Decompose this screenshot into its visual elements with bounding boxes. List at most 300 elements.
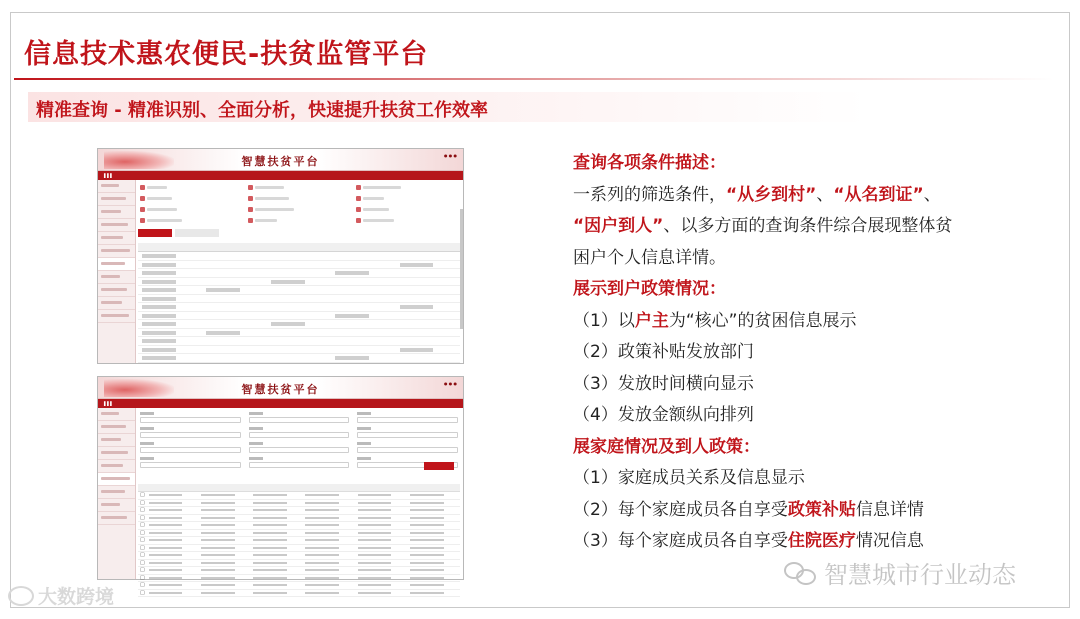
table-cell xyxy=(199,592,251,594)
cell-value xyxy=(149,584,183,586)
table-cell xyxy=(396,312,460,320)
app-banner xyxy=(98,377,463,399)
info-field xyxy=(140,195,242,201)
table-cell xyxy=(199,584,251,586)
cell-value xyxy=(142,297,176,301)
col-header xyxy=(396,243,460,251)
search-button[interactable] xyxy=(424,462,454,470)
table-cell xyxy=(202,261,266,269)
query-field-input[interactable] xyxy=(249,462,350,468)
table-cell xyxy=(202,346,266,354)
table-cell xyxy=(408,554,460,556)
cell-value xyxy=(201,517,235,519)
table-cell xyxy=(408,502,460,504)
table-row[interactable] xyxy=(138,590,460,598)
subsidy-table-body xyxy=(138,252,460,363)
query-field-input[interactable] xyxy=(140,432,241,438)
query-field[interactable] xyxy=(140,412,241,423)
query-field-label xyxy=(357,442,371,445)
field-icon xyxy=(356,185,361,190)
row-checkbox[interactable]: □ xyxy=(140,544,145,551)
sidebar-item-label xyxy=(101,451,128,454)
cell-value xyxy=(358,592,392,594)
cell-value xyxy=(201,494,235,496)
field-icon xyxy=(356,207,361,212)
table-cell xyxy=(251,502,303,504)
table-cell xyxy=(303,584,355,586)
body-text: （3）发放时间横向显示 xyxy=(573,373,754,394)
app-topnav xyxy=(98,171,463,180)
table-row[interactable] xyxy=(138,582,460,590)
field-value xyxy=(363,197,384,200)
field-icon xyxy=(356,218,361,223)
table-row[interactable] xyxy=(138,492,460,500)
highlight-text: 住院医疗 xyxy=(787,531,856,551)
field-icon xyxy=(140,207,145,212)
field-icon xyxy=(356,196,361,201)
slide-subtitle: 精准查询 - 精准识别、全面分析，快速提升扶贫工作效率 xyxy=(36,100,489,121)
cell-value xyxy=(358,494,392,496)
col-header xyxy=(138,484,192,491)
sidebar-item[interactable] xyxy=(98,219,135,232)
cell-value xyxy=(271,322,305,326)
cell-value xyxy=(149,577,183,579)
cell-value xyxy=(201,547,235,549)
cell-value xyxy=(305,494,339,496)
table-cell xyxy=(396,303,460,311)
field-icon xyxy=(140,196,145,201)
field-value xyxy=(255,197,289,200)
info-field xyxy=(356,195,458,201)
table-cell xyxy=(331,295,395,303)
table-row[interactable] xyxy=(138,515,460,523)
sidebar-item-label xyxy=(101,197,126,200)
body-text: 、 xyxy=(816,184,834,205)
table-cell xyxy=(199,554,251,556)
cell-value xyxy=(253,584,287,586)
sidebar-item[interactable] xyxy=(98,512,135,525)
table-cell xyxy=(251,554,303,556)
table-cell xyxy=(396,295,460,303)
cell-value xyxy=(400,305,434,309)
sidebar-item-label xyxy=(101,464,123,467)
sidebar-item[interactable] xyxy=(98,193,135,206)
cell-value xyxy=(201,509,235,511)
sidebar-item-label xyxy=(101,275,120,278)
row-checkbox[interactable]: □ xyxy=(140,507,145,514)
info-field xyxy=(356,184,458,190)
app-topnav xyxy=(98,399,463,408)
table-cell xyxy=(202,303,266,311)
query-field-label xyxy=(357,427,371,430)
table-cell xyxy=(303,577,355,579)
query-field[interactable] xyxy=(357,427,458,438)
body-text: （1）以 xyxy=(573,310,635,331)
col-header xyxy=(267,243,331,251)
cell-value xyxy=(305,502,339,504)
table-cell xyxy=(199,502,251,504)
sidebar-item[interactable] xyxy=(98,310,135,323)
info-field xyxy=(248,184,350,190)
query-field-input[interactable] xyxy=(140,417,241,423)
cell-value xyxy=(410,577,444,579)
info-field xyxy=(140,206,242,212)
sidebar-item[interactable] xyxy=(98,499,135,512)
table-cell xyxy=(267,261,331,269)
sidebar-item-label xyxy=(101,516,127,519)
table-cell xyxy=(199,547,251,549)
table-cell xyxy=(303,532,355,534)
cell-value xyxy=(358,524,392,526)
table-cell xyxy=(147,554,199,556)
table-cell xyxy=(396,346,460,354)
table-cell xyxy=(138,295,202,303)
sidebar-item[interactable] xyxy=(98,486,135,499)
table-cell xyxy=(138,252,202,260)
body-text: 情况信息 xyxy=(855,531,924,551)
sidebar-item[interactable] xyxy=(98,232,135,245)
table-cell xyxy=(303,509,355,511)
table-cell xyxy=(251,592,303,594)
cell-value xyxy=(358,584,392,586)
cell-value xyxy=(149,569,183,571)
query-field[interactable] xyxy=(357,412,458,423)
app-sidebar xyxy=(98,180,136,363)
cell-value xyxy=(305,524,339,526)
sidebar-item[interactable] xyxy=(98,180,135,193)
cell-value xyxy=(149,547,183,549)
cell-value xyxy=(410,547,444,549)
query-field-input[interactable] xyxy=(357,447,458,453)
sidebar-item[interactable] xyxy=(98,245,135,258)
row-checkbox[interactable]: □ xyxy=(140,514,145,521)
table-cell xyxy=(147,494,199,496)
scrollbar[interactable] xyxy=(460,209,463,329)
cell-value xyxy=(149,539,183,541)
table-row[interactable] xyxy=(138,545,460,553)
cell-value xyxy=(201,502,235,504)
query-field[interactable] xyxy=(140,442,241,453)
cell-value xyxy=(149,532,183,534)
query-field[interactable] xyxy=(249,442,350,453)
table-cell xyxy=(408,569,460,571)
table-row[interactable] xyxy=(138,537,460,545)
sidebar-item[interactable] xyxy=(98,258,135,271)
table-row xyxy=(138,252,460,261)
row-checkbox[interactable]: □ xyxy=(140,589,145,596)
query-field[interactable] xyxy=(249,412,350,423)
table-cell xyxy=(199,577,251,579)
table-cell xyxy=(408,517,460,519)
query-field-label xyxy=(357,457,371,460)
query-field-input[interactable] xyxy=(357,432,458,438)
table-cell xyxy=(147,539,199,541)
sidebar-item[interactable] xyxy=(98,297,135,310)
table-cell xyxy=(202,252,266,260)
app-banner-title: 智慧扶贫平台 xyxy=(241,155,320,168)
cell-value xyxy=(149,494,183,496)
cell-value xyxy=(201,524,235,526)
cell-value xyxy=(305,539,339,541)
query-field-input[interactable] xyxy=(249,432,350,438)
tab-policy[interactable] xyxy=(138,229,172,237)
cell-value xyxy=(358,509,392,511)
table-row[interactable] xyxy=(138,575,460,583)
table-cell xyxy=(303,569,355,571)
table-cell xyxy=(202,337,266,345)
table-cell xyxy=(267,252,331,260)
table-cell xyxy=(147,547,199,549)
window-controls-icon[interactable]: ● ● ● xyxy=(443,153,457,158)
table-cell xyxy=(251,517,303,519)
detail-tabs xyxy=(138,229,460,237)
col-header xyxy=(406,484,460,491)
cell-value xyxy=(142,263,176,267)
sidebar-item[interactable] xyxy=(98,271,135,284)
sidebar-item-label xyxy=(101,425,126,428)
sidebar-item[interactable] xyxy=(98,460,135,473)
table-cell xyxy=(267,278,331,286)
table-cell xyxy=(356,547,408,549)
cell-value xyxy=(206,331,240,335)
query-field-input[interactable] xyxy=(140,447,241,453)
cell-value xyxy=(271,280,305,284)
table-row[interactable] xyxy=(138,567,460,575)
cell-value xyxy=(253,502,287,504)
table-cell xyxy=(303,502,355,504)
table-row xyxy=(138,346,460,355)
body-text: 为“核心”的贫困信息展示 xyxy=(668,310,857,331)
cell-value xyxy=(201,577,235,579)
table-cell xyxy=(147,562,199,564)
body-text: （2）政策补贴发放部门 xyxy=(573,342,754,362)
table-cell xyxy=(251,562,303,564)
cell-value xyxy=(410,532,444,534)
row-checkbox[interactable]: □ xyxy=(140,552,145,559)
highlight-text: “因户到人” xyxy=(573,216,664,236)
table-row xyxy=(138,278,460,287)
cell-value xyxy=(253,517,287,519)
result-table-header xyxy=(138,484,460,492)
info-field xyxy=(356,206,458,212)
table-row[interactable] xyxy=(138,500,460,508)
table-row xyxy=(138,312,460,321)
row-checkbox[interactable]: □ xyxy=(140,529,145,536)
row-checkbox[interactable]: □ xyxy=(140,492,145,499)
table-row[interactable] xyxy=(138,522,460,530)
highlight-text: “从乡到村” xyxy=(726,184,817,205)
cell-value xyxy=(201,592,235,594)
cell-value xyxy=(335,271,369,275)
row-checkbox[interactable]: □ xyxy=(140,582,145,589)
table-cell xyxy=(267,303,331,311)
cell-value xyxy=(410,569,444,571)
table-cell xyxy=(202,354,266,362)
table-cell xyxy=(331,346,395,354)
table-cell xyxy=(138,312,202,320)
cell-value xyxy=(410,524,444,526)
query-field[interactable] xyxy=(357,442,458,453)
table-cell xyxy=(199,532,251,534)
query-field-label xyxy=(249,427,263,430)
cell-value xyxy=(253,494,287,496)
sidebar-item[interactable] xyxy=(98,434,135,447)
field-value xyxy=(255,219,277,222)
table-cell xyxy=(199,569,251,571)
table-cell xyxy=(251,532,303,534)
table-cell xyxy=(331,286,395,294)
field-icon xyxy=(140,218,145,223)
table-cell xyxy=(408,592,460,594)
cell-value xyxy=(142,254,176,258)
cell-value xyxy=(358,539,392,541)
sidebar-item[interactable] xyxy=(98,421,135,434)
wechat-icon xyxy=(784,560,818,586)
table-cell xyxy=(147,509,199,511)
table-cell xyxy=(199,562,251,564)
query-field-input[interactable] xyxy=(249,417,350,423)
query-field-label xyxy=(249,412,263,415)
table-cell xyxy=(331,303,395,311)
tab-family[interactable] xyxy=(175,229,219,237)
cell-value xyxy=(253,569,287,571)
table-row[interactable] xyxy=(138,507,460,515)
table-row xyxy=(138,354,460,363)
description-line xyxy=(573,400,1013,432)
sidebar-item[interactable] xyxy=(98,284,135,297)
query-field[interactable] xyxy=(140,457,241,468)
sidebar-item[interactable] xyxy=(98,206,135,219)
field-icon xyxy=(248,218,253,223)
row-checkbox[interactable]: □ xyxy=(140,522,145,529)
sidebar-item-label xyxy=(101,223,128,226)
body-text: （3）每个家庭成员各自享受 xyxy=(573,531,788,551)
sidebar-item-label xyxy=(101,184,119,187)
cell-value xyxy=(201,532,235,534)
table-cell xyxy=(303,562,355,564)
table-cell xyxy=(331,252,395,260)
table-cell xyxy=(396,337,460,345)
query-form xyxy=(138,410,460,470)
sidebar-item-label xyxy=(101,210,121,213)
field-value xyxy=(363,186,401,189)
row-checkbox[interactable]: □ xyxy=(140,559,145,566)
field-value xyxy=(363,219,394,222)
cell-value xyxy=(305,547,339,549)
query-field-input[interactable] xyxy=(249,447,350,453)
field-value xyxy=(255,208,294,211)
row-checkbox[interactable]: □ xyxy=(140,537,145,544)
table-row xyxy=(138,261,460,270)
cell-value xyxy=(201,539,235,541)
app-banner xyxy=(98,149,463,171)
cell-value xyxy=(201,584,235,586)
query-field-label xyxy=(249,457,263,460)
sidebar-item[interactable] xyxy=(98,447,135,460)
field-icon xyxy=(140,185,145,190)
table-cell xyxy=(147,584,199,586)
screenshot-query-view xyxy=(97,376,464,596)
table-cell xyxy=(147,592,199,594)
cell-value xyxy=(305,577,339,579)
slide-title: 信息技术惠农便民-扶贫监管平台 xyxy=(24,39,429,70)
sidebar-item[interactable] xyxy=(98,408,135,421)
cell-value xyxy=(410,502,444,504)
col-header xyxy=(299,484,353,491)
table-row xyxy=(138,303,460,312)
table-cell xyxy=(303,494,355,496)
window-controls-icon[interactable]: ● ● ● xyxy=(443,381,457,386)
cell-value xyxy=(253,577,287,579)
table-cell xyxy=(408,509,460,511)
table-cell xyxy=(251,494,303,496)
feature-description xyxy=(573,148,1013,558)
cell-value xyxy=(358,562,392,564)
table-cell xyxy=(147,517,199,519)
flag-decoration xyxy=(104,379,174,397)
row-checkbox[interactable]: □ xyxy=(140,574,145,581)
sidebar-item-label xyxy=(101,236,123,239)
table-cell xyxy=(251,577,303,579)
cell-value xyxy=(305,532,339,534)
table-cell xyxy=(331,261,395,269)
query-field[interactable] xyxy=(140,427,241,438)
query-field-input[interactable] xyxy=(140,462,241,468)
table-cell xyxy=(251,547,303,549)
cell-value xyxy=(358,577,392,579)
table-cell xyxy=(356,517,408,519)
sidebar-item-label xyxy=(101,477,130,480)
sidebar-item[interactable] xyxy=(98,473,135,486)
table-row[interactable] xyxy=(138,560,460,568)
cell-value xyxy=(149,554,183,556)
cell-value xyxy=(358,554,392,556)
query-field[interactable] xyxy=(249,457,350,468)
table-cell xyxy=(199,517,251,519)
query-field-label xyxy=(140,427,154,430)
info-field xyxy=(248,195,350,201)
table-cell xyxy=(408,532,460,534)
cell-value xyxy=(201,562,235,564)
col-header xyxy=(331,243,395,251)
body-text: 、以多方面的查询条件综合展现整体贫 xyxy=(663,216,953,236)
cell-value xyxy=(149,517,183,519)
field-value xyxy=(255,186,284,189)
query-field[interactable] xyxy=(249,427,350,438)
cell-value xyxy=(358,502,392,504)
description-line xyxy=(573,243,1013,275)
table-row[interactable] xyxy=(138,552,460,560)
cell-value xyxy=(253,592,287,594)
cell-value xyxy=(142,288,176,292)
body-text: 困户个人信息详情。 xyxy=(573,247,726,268)
table-cell xyxy=(408,547,460,549)
col-header xyxy=(192,484,246,491)
field-value xyxy=(147,197,172,200)
row-checkbox[interactable]: □ xyxy=(140,499,145,506)
query-field-input[interactable] xyxy=(357,417,458,423)
row-checkbox[interactable]: □ xyxy=(140,567,145,574)
table-row xyxy=(138,269,460,278)
cell-value xyxy=(358,569,392,571)
highlight-text: “从名到证” xyxy=(833,184,924,205)
table-row[interactable] xyxy=(138,530,460,538)
table-cell xyxy=(356,502,408,504)
table-cell xyxy=(202,320,266,328)
sidebar-item-label xyxy=(101,438,121,441)
table-cell xyxy=(356,524,408,526)
table-cell xyxy=(408,539,460,541)
